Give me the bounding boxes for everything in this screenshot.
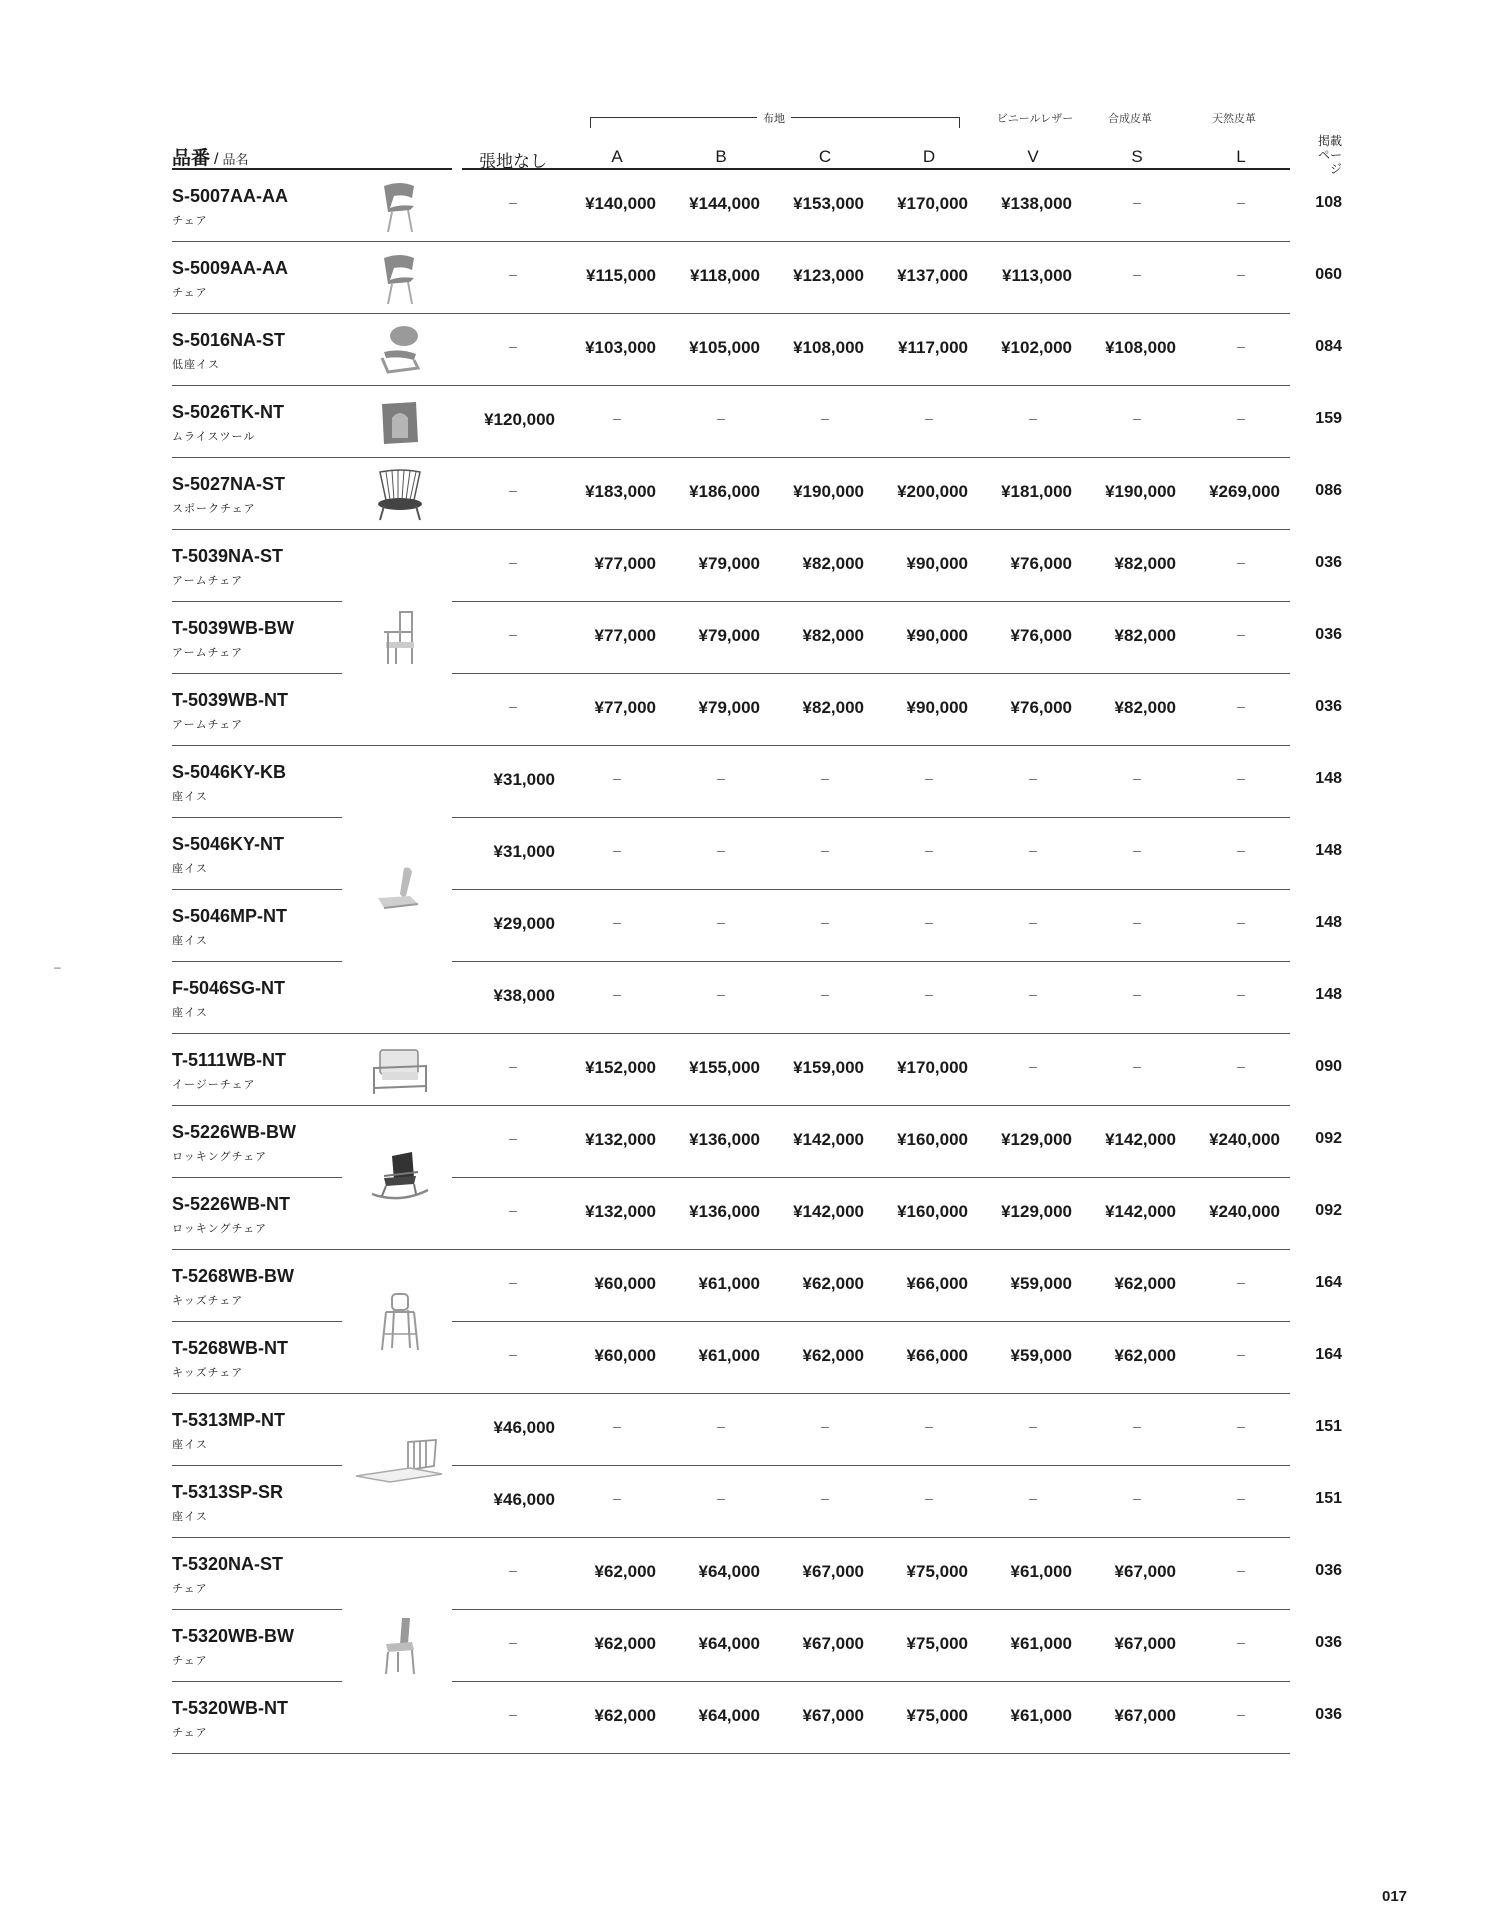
price-a: – xyxy=(613,914,621,930)
price-b: – xyxy=(717,986,725,1002)
price-no-fabric: ¥120,000 xyxy=(484,410,555,429)
row-rule xyxy=(172,1753,1290,1754)
side-chair-icon xyxy=(370,1614,430,1683)
catalog-page-ref: 036 xyxy=(1315,698,1342,715)
price-a: – xyxy=(613,1418,621,1434)
item-name: チェア xyxy=(172,1727,208,1739)
price-s: ¥142,000 xyxy=(1105,1130,1176,1149)
price-no-fabric: – xyxy=(509,1706,517,1722)
table-row xyxy=(0,818,1503,890)
price-b: – xyxy=(717,842,725,858)
catalog-page-ref: 151 xyxy=(1315,1490,1342,1507)
col-header-a: A xyxy=(611,147,623,166)
price-a: – xyxy=(613,842,621,858)
price-c: ¥82,000 xyxy=(802,698,864,717)
price-v: ¥102,000 xyxy=(1001,338,1072,357)
page-number: 017 xyxy=(1382,1888,1408,1905)
price-b: – xyxy=(717,410,725,426)
item-name: イージーチェア xyxy=(172,1079,256,1091)
price-b: ¥64,000 xyxy=(698,1706,760,1725)
item-name: チェア xyxy=(172,1655,208,1667)
price-d: ¥90,000 xyxy=(906,626,968,645)
price-a: ¥77,000 xyxy=(594,626,656,645)
price-a: ¥132,000 xyxy=(585,1202,656,1221)
page-heading-line2: ページ xyxy=(1317,148,1342,176)
price-s: ¥82,000 xyxy=(1114,554,1176,573)
price-b: ¥136,000 xyxy=(689,1130,760,1149)
item-number-heading: 品番 xyxy=(172,148,211,169)
price-s: – xyxy=(1133,410,1141,426)
price-d: ¥160,000 xyxy=(897,1202,968,1221)
price-c: – xyxy=(821,770,829,786)
price-l: – xyxy=(1237,1058,1245,1074)
price-c: – xyxy=(821,986,829,1002)
price-l: ¥240,000 xyxy=(1209,1202,1280,1221)
price-d: ¥66,000 xyxy=(906,1274,968,1293)
price-v: ¥76,000 xyxy=(1010,626,1072,645)
stray-mark: – xyxy=(54,960,61,974)
item-name: 座イス xyxy=(172,1511,208,1523)
price-s: ¥82,000 xyxy=(1114,626,1176,645)
price-d: – xyxy=(925,770,933,786)
col-header-b: B xyxy=(715,147,727,166)
price-l: – xyxy=(1237,1562,1245,1578)
price-b: – xyxy=(717,770,725,786)
item-name: チェア xyxy=(172,1583,208,1595)
price-d: ¥170,000 xyxy=(897,1058,968,1077)
price-no-fabric: – xyxy=(509,266,517,282)
slash-divider: / xyxy=(214,151,219,168)
item-name: スポークチェア xyxy=(172,503,256,515)
price-d: ¥90,000 xyxy=(906,554,968,573)
price-c: ¥82,000 xyxy=(802,554,864,573)
armchair-icon xyxy=(370,608,430,673)
price-l: – xyxy=(1237,914,1245,930)
price-c: ¥67,000 xyxy=(802,1706,864,1725)
price-v: ¥61,000 xyxy=(1010,1634,1072,1653)
price-l: – xyxy=(1237,1706,1245,1722)
table-row xyxy=(0,1250,1503,1322)
price-no-fabric: – xyxy=(509,1058,517,1074)
price-a: ¥103,000 xyxy=(585,338,656,357)
price-no-fabric: – xyxy=(509,1346,517,1362)
item-code: T-5268WB-BW xyxy=(172,1266,295,1286)
price-d: – xyxy=(925,842,933,858)
price-v: ¥59,000 xyxy=(1010,1346,1072,1365)
price-c: ¥153,000 xyxy=(793,194,864,213)
item-code: T-5039WB-NT xyxy=(172,690,289,710)
price-a: ¥140,000 xyxy=(585,194,656,213)
table-row xyxy=(0,1538,1503,1610)
price-s: – xyxy=(1133,986,1141,1002)
price-v: ¥181,000 xyxy=(1001,482,1072,501)
price-b: ¥118,000 xyxy=(690,266,760,285)
item-code: S-5226WB-NT xyxy=(172,1194,291,1214)
price-l: – xyxy=(1237,626,1245,642)
price-a: ¥60,000 xyxy=(594,1346,656,1365)
item-name: 座イス xyxy=(172,1007,208,1019)
price-no-fabric: ¥38,000 xyxy=(493,986,555,1005)
price-b: ¥105,000 xyxy=(689,338,760,357)
price-d: ¥200,000 xyxy=(897,482,968,501)
price-a: ¥62,000 xyxy=(594,1562,656,1581)
price-s: – xyxy=(1133,770,1141,786)
price-b: ¥61,000 xyxy=(698,1274,760,1293)
price-b: ¥155,000 xyxy=(689,1058,760,1077)
price-no-fabric: – xyxy=(509,338,517,354)
price-d: ¥90,000 xyxy=(906,698,968,717)
col-header-no-fabric: 張地なし xyxy=(479,152,547,171)
price-c: ¥67,000 xyxy=(802,1634,864,1653)
item-name: キッズチェア xyxy=(172,1295,244,1307)
catalog-page-ref: 108 xyxy=(1315,194,1342,211)
price-c: ¥190,000 xyxy=(793,482,864,501)
price-c: ¥123,000 xyxy=(793,266,864,285)
item-name: 座イス xyxy=(172,1439,208,1451)
price-s: – xyxy=(1133,1490,1141,1506)
price-s: ¥108,000 xyxy=(1105,338,1176,357)
price-a: – xyxy=(613,986,621,1002)
item-code: S-5046KY-KB xyxy=(172,762,287,782)
price-l: – xyxy=(1237,842,1245,858)
item-name: ロッキングチェア xyxy=(172,1223,268,1235)
price-no-fabric: – xyxy=(509,554,517,570)
fabric-group-label: 布地 xyxy=(757,110,791,126)
catalog-page-ref: 092 xyxy=(1315,1202,1342,1219)
catalog-page-ref: 060 xyxy=(1315,266,1342,283)
table-row xyxy=(0,962,1503,1034)
price-s: ¥67,000 xyxy=(1114,1706,1176,1725)
item-code: T-5313SP-SR xyxy=(172,1482,284,1502)
catalog-page-ref: 159 xyxy=(1315,410,1342,427)
natural-leather-label: 天然皮革 xyxy=(1212,113,1256,125)
price-d: – xyxy=(925,1418,933,1434)
price-d: – xyxy=(925,1490,933,1506)
price-c: – xyxy=(821,1418,829,1434)
price-a: ¥77,000 xyxy=(594,698,656,717)
catalog-page-ref: 090 xyxy=(1315,1058,1342,1075)
item-code: T-5039NA-ST xyxy=(172,546,284,566)
floor-chair-icon xyxy=(370,862,430,923)
price-l: – xyxy=(1237,1274,1245,1290)
price-l: – xyxy=(1237,554,1245,570)
item-name: 座イス xyxy=(172,791,208,803)
price-l: ¥269,000 xyxy=(1209,482,1280,501)
price-s: ¥62,000 xyxy=(1114,1346,1176,1365)
price-d: ¥75,000 xyxy=(906,1634,968,1653)
price-d: ¥137,000 xyxy=(897,266,968,285)
price-s: ¥67,000 xyxy=(1114,1562,1176,1581)
catalog-page-ref: 092 xyxy=(1315,1130,1342,1147)
table-row xyxy=(0,458,1503,530)
item-code: T-5320NA-ST xyxy=(172,1554,284,1574)
price-no-fabric: – xyxy=(509,1274,517,1290)
item-name: ロッキングチェア xyxy=(172,1151,268,1163)
kids-chair-icon xyxy=(370,1290,430,1359)
price-s: – xyxy=(1133,914,1141,930)
price-c: – xyxy=(821,842,829,858)
price-s: – xyxy=(1133,1058,1141,1074)
price-c: – xyxy=(821,410,829,426)
catalog-page-ref: 036 xyxy=(1315,1634,1342,1651)
table-row xyxy=(0,242,1503,314)
table-row xyxy=(0,1322,1503,1394)
price-a: – xyxy=(613,770,621,786)
price-v: – xyxy=(1029,914,1037,930)
easy-chair-icon xyxy=(368,1042,432,1103)
price-v: – xyxy=(1029,1490,1037,1506)
synthetic-leather-label: 合成皮革 xyxy=(1108,113,1152,125)
table-row xyxy=(0,1034,1503,1106)
price-v: ¥129,000 xyxy=(1001,1130,1072,1149)
table-row xyxy=(0,890,1503,962)
low-chair-icon xyxy=(370,322,430,383)
price-c: ¥82,000 xyxy=(802,626,864,645)
stool-icon xyxy=(370,394,430,455)
col-header-d: D xyxy=(922,147,936,166)
price-l: – xyxy=(1237,1490,1245,1506)
table-row xyxy=(0,1394,1503,1466)
item-name: チェア xyxy=(172,287,208,299)
price-l: – xyxy=(1237,698,1245,714)
price-s: – xyxy=(1133,842,1141,858)
price-no-fabric: – xyxy=(509,1562,517,1578)
item-code: T-5320WB-BW xyxy=(172,1626,295,1646)
table-row xyxy=(0,530,1503,602)
price-a: ¥115,000 xyxy=(586,266,656,285)
price-no-fabric: ¥31,000 xyxy=(493,842,555,861)
price-no-fabric: – xyxy=(509,698,517,714)
price-no-fabric: – xyxy=(509,482,517,498)
price-v: ¥59,000 xyxy=(1010,1274,1072,1293)
item-code: T-5313MP-NT xyxy=(172,1410,286,1430)
item-code: T-5320WB-NT xyxy=(172,1698,289,1718)
price-no-fabric: – xyxy=(509,1634,517,1650)
price-s: – xyxy=(1133,194,1141,210)
price-v: – xyxy=(1029,770,1037,786)
price-c: ¥108,000 xyxy=(793,338,864,357)
price-l: – xyxy=(1237,410,1245,426)
catalog-page-ref: 151 xyxy=(1315,1418,1342,1435)
price-b: ¥136,000 xyxy=(689,1202,760,1221)
rocking-chair-icon xyxy=(368,1148,432,1213)
col-header-c: C xyxy=(818,147,832,166)
item-name: 低座イス xyxy=(172,359,220,371)
table-row xyxy=(0,170,1503,242)
table-row xyxy=(0,746,1503,818)
item-code: T-5111WB-NT xyxy=(172,1050,287,1070)
price-d: ¥75,000 xyxy=(906,1562,968,1581)
price-v: – xyxy=(1029,410,1037,426)
price-v: – xyxy=(1029,842,1037,858)
table-row xyxy=(0,602,1503,674)
price-l: – xyxy=(1237,338,1245,354)
price-v: ¥129,000 xyxy=(1001,1202,1072,1221)
col-header-l: L xyxy=(1236,147,1246,166)
price-no-fabric: ¥46,000 xyxy=(493,1418,555,1437)
table-row xyxy=(0,1106,1503,1178)
item-code: S-5027NA-ST xyxy=(172,474,286,494)
price-no-fabric: ¥46,000 xyxy=(493,1490,555,1509)
price-c: ¥142,000 xyxy=(793,1202,864,1221)
catalog-page-ref: 036 xyxy=(1315,554,1342,571)
catalog-page-ref: 086 xyxy=(1315,482,1342,499)
catalog-page-ref: 084 xyxy=(1315,338,1342,355)
price-d: ¥170,000 xyxy=(897,194,968,213)
price-c: ¥159,000 xyxy=(793,1058,864,1077)
table-row xyxy=(0,1178,1503,1250)
price-c: – xyxy=(821,914,829,930)
catalog-page-ref: 036 xyxy=(1315,1706,1342,1723)
price-b: ¥79,000 xyxy=(698,626,760,645)
catalog-page-ref: 036 xyxy=(1315,1562,1342,1579)
item-code: S-5226WB-BW xyxy=(172,1122,297,1142)
spoke-chair-icon xyxy=(370,466,430,527)
price-a: ¥183,000 xyxy=(585,482,656,501)
price-b: ¥79,000 xyxy=(698,698,760,717)
catalog-page-ref: 036 xyxy=(1315,626,1342,643)
item-name-heading: 品名 xyxy=(222,152,249,167)
price-d: ¥75,000 xyxy=(906,1706,968,1725)
price-s: ¥82,000 xyxy=(1114,698,1176,717)
table-row xyxy=(0,386,1503,458)
price-no-fabric: – xyxy=(509,626,517,642)
price-b: ¥64,000 xyxy=(698,1562,760,1581)
price-s: ¥142,000 xyxy=(1105,1202,1176,1221)
price-c: – xyxy=(821,1490,829,1506)
slat-floor-chair-icon xyxy=(350,1436,450,1501)
table-row xyxy=(0,1466,1503,1538)
price-c: ¥142,000 xyxy=(793,1130,864,1149)
price-v: ¥76,000 xyxy=(1010,698,1072,717)
item-code: T-5268WB-NT xyxy=(172,1338,289,1358)
price-d: ¥160,000 xyxy=(897,1130,968,1149)
price-l: – xyxy=(1237,770,1245,786)
price-c: ¥67,000 xyxy=(802,1562,864,1581)
price-l: – xyxy=(1237,986,1245,1002)
price-l: ¥240,000 xyxy=(1209,1130,1280,1149)
price-s: ¥67,000 xyxy=(1114,1634,1176,1653)
item-code: S-5007AA-AA xyxy=(172,186,289,206)
table-row xyxy=(0,314,1503,386)
vinyl-leather-label: ビニールレザー xyxy=(996,113,1074,125)
price-a: ¥77,000 xyxy=(594,554,656,573)
catalog-page-ref: 148 xyxy=(1315,914,1342,931)
price-v: ¥61,000 xyxy=(1010,1706,1072,1725)
price-a: – xyxy=(613,410,621,426)
price-l: – xyxy=(1237,194,1245,210)
table-row xyxy=(0,674,1503,746)
price-d: – xyxy=(925,410,933,426)
price-b: ¥64,000 xyxy=(698,1634,760,1653)
price-a: – xyxy=(613,1490,621,1506)
item-code: S-5046KY-NT xyxy=(172,834,285,854)
col-header-v: V xyxy=(1027,147,1039,166)
item-code: S-5046MP-NT xyxy=(172,906,288,926)
price-v: ¥113,000 xyxy=(1002,266,1072,285)
price-s: ¥190,000 xyxy=(1105,482,1176,501)
item-code: S-5026TK-NT xyxy=(172,402,285,422)
catalog-page-ref: 164 xyxy=(1315,1346,1342,1363)
price-c: ¥62,000 xyxy=(802,1274,864,1293)
price-d: – xyxy=(925,986,933,1002)
price-no-fabric: ¥31,000 xyxy=(493,770,555,789)
item-name: ムライスツール xyxy=(172,431,256,443)
price-d: – xyxy=(925,914,933,930)
price-s: – xyxy=(1133,1418,1141,1434)
catalog-page-ref: 148 xyxy=(1315,986,1342,1003)
price-l: – xyxy=(1237,1418,1245,1434)
price-v: ¥76,000 xyxy=(1010,554,1072,573)
table-row xyxy=(0,1610,1503,1682)
price-v: ¥138,000 xyxy=(1001,194,1072,213)
price-b: – xyxy=(717,1490,725,1506)
price-a: ¥60,000 xyxy=(594,1274,656,1293)
table-row xyxy=(0,1682,1503,1754)
price-no-fabric: – xyxy=(509,194,517,210)
item-name: アームチェア xyxy=(172,575,244,587)
price-b: ¥186,000 xyxy=(689,482,760,501)
price-d: ¥117,000 xyxy=(898,338,968,357)
item-code: S-5016NA-ST xyxy=(172,330,286,350)
item-code: F-5046SG-NT xyxy=(172,978,286,998)
item-name: キッズチェア xyxy=(172,1367,244,1379)
item-code: T-5039WB-BW xyxy=(172,618,295,638)
price-v: ¥61,000 xyxy=(1010,1562,1072,1581)
price-b: – xyxy=(717,1418,725,1434)
item-name: チェア xyxy=(172,215,208,227)
shell-chair-icon xyxy=(370,250,430,311)
catalog-page-ref: 148 xyxy=(1315,842,1342,859)
catalog-page-ref: 148 xyxy=(1315,770,1342,787)
item-name: 座イス xyxy=(172,935,208,947)
price-d: ¥66,000 xyxy=(906,1346,968,1365)
price-s: ¥62,000 xyxy=(1114,1274,1176,1293)
price-a: ¥132,000 xyxy=(585,1130,656,1149)
price-no-fabric: – xyxy=(509,1202,517,1218)
price-l: – xyxy=(1237,266,1245,282)
price-a: ¥152,000 xyxy=(585,1058,656,1077)
catalog-page-ref: 164 xyxy=(1315,1274,1342,1291)
price-b: – xyxy=(717,914,725,930)
price-no-fabric: ¥29,000 xyxy=(493,914,555,933)
shell-chair-icon xyxy=(370,178,430,239)
price-b: ¥144,000 xyxy=(689,194,760,213)
price-a: ¥62,000 xyxy=(594,1706,656,1725)
item-name: 座イス xyxy=(172,863,208,875)
price-b: ¥61,000 xyxy=(698,1346,760,1365)
item-name: アームチェア xyxy=(172,647,244,659)
col-header-s: S xyxy=(1131,147,1143,166)
price-c: ¥62,000 xyxy=(802,1346,864,1365)
price-no-fabric: – xyxy=(509,1130,517,1146)
price-v: – xyxy=(1029,1058,1037,1074)
item-name: アームチェア xyxy=(172,719,244,731)
price-l: – xyxy=(1237,1634,1245,1650)
price-b: ¥79,000 xyxy=(698,554,760,573)
price-s: – xyxy=(1133,266,1141,282)
price-v: – xyxy=(1029,986,1037,1002)
item-code: S-5009AA-AA xyxy=(172,258,289,278)
column-header-item xyxy=(172,143,248,170)
price-a: ¥62,000 xyxy=(594,1634,656,1653)
price-l: – xyxy=(1237,1346,1245,1362)
page-heading-line1: 掲載 xyxy=(1317,134,1342,148)
price-v: – xyxy=(1029,1418,1037,1434)
